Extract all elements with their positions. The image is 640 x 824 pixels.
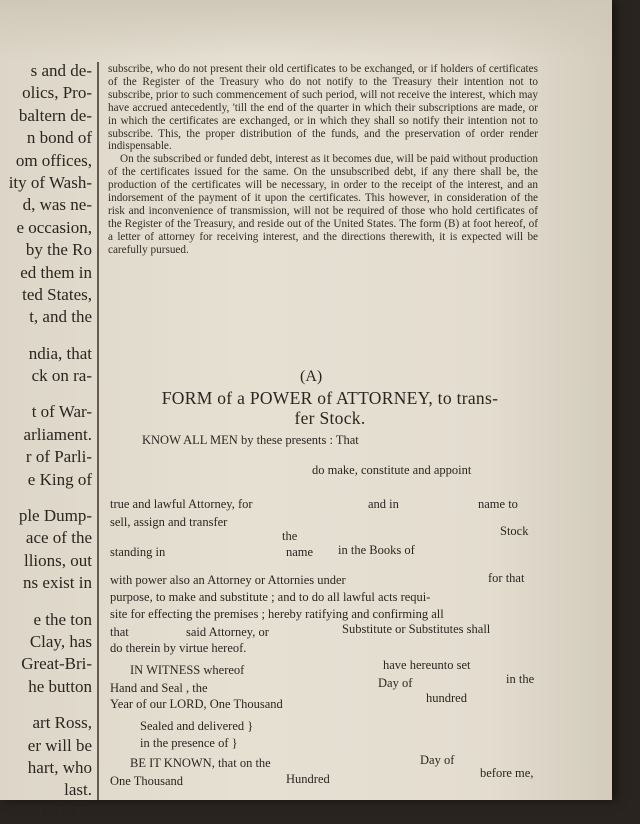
column-rule <box>97 62 99 800</box>
left-column-line: s and de- <box>30 61 92 80</box>
form-marker: (A) <box>300 368 323 385</box>
left-column-line: arliament. <box>23 424 92 444</box>
left-column-line: ns exist in <box>23 573 92 593</box>
left-column-line: he button <box>28 676 92 696</box>
left-column-line: Clay, has <box>29 631 92 651</box>
left-column-line: n bond of <box>26 128 92 148</box>
hundred-word: hundred <box>426 691 467 705</box>
standing-in: standing in <box>110 545 166 559</box>
left-column-gap <box>0 387 92 401</box>
the-word: the <box>282 529 298 543</box>
and-in: and in <box>368 497 399 511</box>
do-therein: do therein by virtue hereof. <box>110 641 247 655</box>
purpose-line: purpose, to make and substitute ; and to do all lawful acts requi- <box>110 590 431 604</box>
left-column-line: ck on ra- <box>31 366 92 386</box>
left-column-line: ity of Wash- <box>8 172 92 192</box>
left-column-line: ple Dump- <box>18 506 92 526</box>
paragraph-2: On the subscribed or funded debt, interest as it becomes due, will be paid without production of the certificates issued for the same. On the unsubscribed debt, if any there shall be, the production of the certificates will be necessary, in order to the receipt of the interest, and an indorsement of the payment of it upon the certificates. This however, in consideration of the risk and inconvenience of transmission, will not be required of those who hold certificates of the Register of the Treasury, and reside out of the United States. The form (B) at foot hereof, of a letter of attorney for receiving interest, and the directions therewith, it is expected will be carefully pursued. <box>108 153 538 256</box>
left-column-line: llions, out <box>23 550 92 570</box>
hundred-word-2: Hundred <box>286 772 330 786</box>
left-column-line: ndia, that <box>28 343 92 363</box>
left-column-gap <box>0 698 92 712</box>
hand-seal: Hand and Seal , the <box>110 681 208 695</box>
name-to: name to <box>478 497 518 511</box>
left-column-line: ed them in <box>20 262 92 282</box>
left-column-line: by the Ro <box>25 240 92 260</box>
form-title <box>110 388 550 428</box>
in-books: in the Books of <box>338 543 415 557</box>
stock-word: Stock <box>500 524 529 538</box>
said-attorney: said Attorney, or <box>186 625 269 639</box>
day-of-2: Day of <box>420 753 455 767</box>
site-line: site for effecting the premises ; hereby ratifying and confirming all <box>110 607 444 621</box>
left-column-line: olics, Pro- <box>22 83 92 103</box>
know-all-men: KNOW ALL MEN by these presents : That <box>142 433 359 447</box>
left-column-gap <box>0 329 92 343</box>
left-column-text <box>0 60 92 824</box>
left-column-line: e King of <box>27 469 92 489</box>
left-column-gap <box>0 595 92 609</box>
sell-assign: sell, assign and transfer <box>110 515 228 529</box>
page-shading <box>0 0 612 60</box>
left-column-gap <box>0 491 92 505</box>
form-title-line1: FORM of a POWER of ATTORNEY, to trans- <box>161 388 499 408</box>
be-it-known: BE IT KNOWN, that on the <box>130 756 271 770</box>
left-column-line: L. L. D. <box>37 802 92 822</box>
in-witness: IN WITNESS whereof <box>130 663 245 677</box>
have-hereunto: have hereunto set <box>383 658 471 672</box>
in-the: in the <box>506 672 535 686</box>
with-power: with power also an Attorney or Attornies under <box>110 573 346 587</box>
name-word: name <box>286 545 314 559</box>
left-column-line: ted States, <box>22 284 92 304</box>
left-column-line: t, and the <box>29 307 92 327</box>
left-column-line: r of Parli- <box>25 447 92 467</box>
left-column-line: e the ton <box>33 609 92 629</box>
left-column-line: e occasion, <box>16 217 92 237</box>
for-that: for that <box>488 571 525 585</box>
left-column-line: om offices, <box>15 150 92 170</box>
true-lawful: true and lawful Attorney, for <box>110 497 253 511</box>
left-column-line: baltern de- <box>18 105 92 125</box>
substitute-line: Substitute or Substitutes shall <box>342 622 491 636</box>
left-column-line: hart, who <box>27 757 92 777</box>
left-column-line: Great-Bri- <box>21 654 92 674</box>
presence-line: in the presence of } <box>140 736 238 750</box>
sealed-delivered: Sealed and delivered } <box>140 719 254 733</box>
day-of: Day of <box>378 676 413 690</box>
do-make-line: do make, constitute and appoint <box>312 463 472 477</box>
left-column-line: d, was ne- <box>22 195 92 215</box>
before-me: before me, <box>480 766 534 780</box>
left-column-line: art Ross, <box>32 713 92 733</box>
left-column-line: er will be <box>27 735 92 755</box>
left-column-line: t of War- <box>31 402 92 422</box>
one-thousand: One Thousand <box>110 774 184 788</box>
left-column-line: ace of the <box>25 528 92 548</box>
year-lord: Year of our LORD, One Thousand <box>110 697 283 711</box>
that-word: that <box>110 625 129 639</box>
right-column-text <box>108 63 538 257</box>
left-column-line: last. <box>64 780 92 800</box>
form-title-line2: fer Stock. <box>294 408 366 428</box>
paragraph-1: subscribe, who do not present their old certificates to be exchanged, or if holders of certificates of the Register of the Treasury who do not notify to the Treasury their intention not to subscribe, prior to such commencement of such period, will not receive the interest, which may have accrued antecedently, 'till the end of the quarter in which their subscriptions are made, or in which the certificates are exchanged, or in which they shall so notify their intention not to subscribe. This, the proper distribution of the funds, and the preservation of order render indispensable. <box>108 63 538 153</box>
